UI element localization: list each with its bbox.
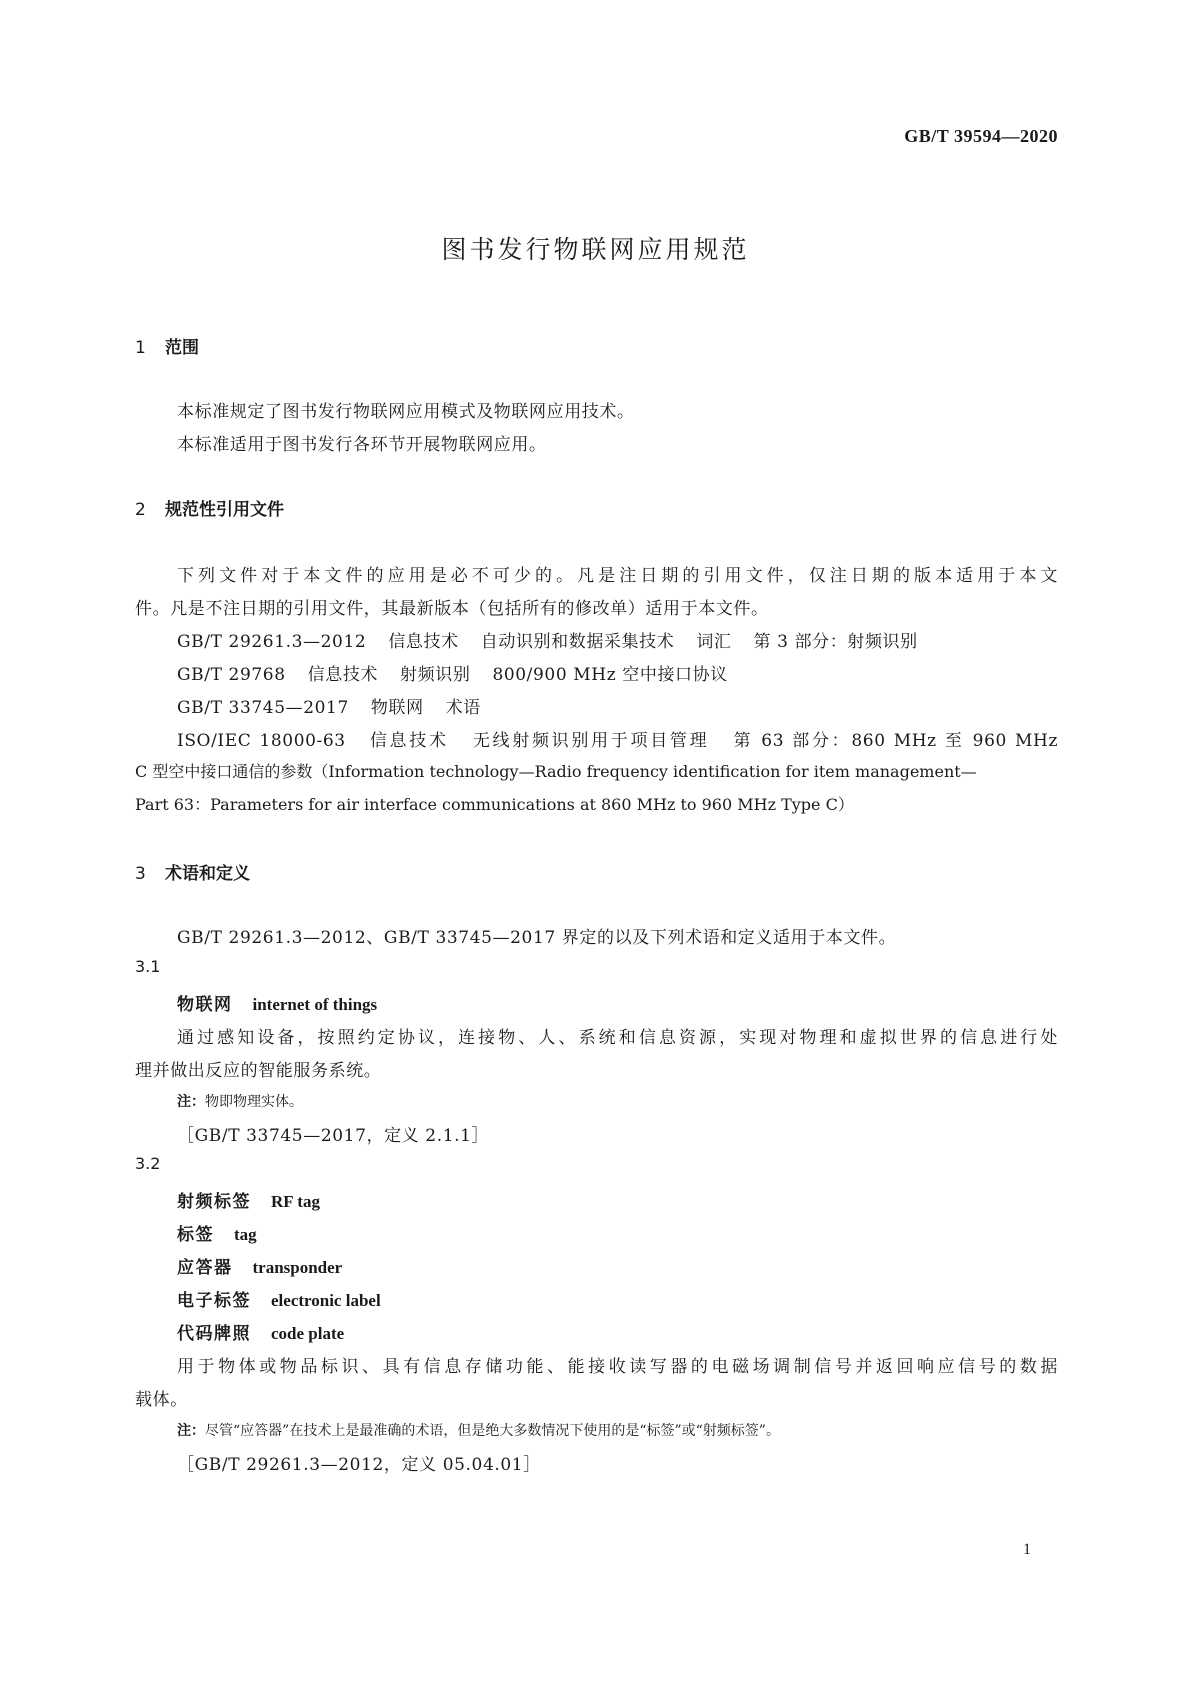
term-en: electronic label — [271, 1291, 381, 1310]
term-zh: 射频标签 — [177, 1192, 251, 1212]
reference-title-part: 物联网 — [370, 698, 424, 718]
section-number: 2 — [135, 500, 146, 520]
reference-title-part: 信息技术 — [307, 665, 379, 685]
note-text: 尽管“应答器”在技术上是最准确的术语，但是绝大多数情况下使用的是“标签”或“射频标签”。 — [205, 1423, 780, 1439]
term-definition-line-2: 理并做出反应的智能服务系统。 — [135, 1061, 382, 1081]
reference-item — [177, 693, 481, 718]
term-zh: 物联网 — [177, 995, 233, 1015]
reference-title-part: 第 63 部分：860 MHz 至 960 MHz — [731, 731, 1059, 751]
term-zh: 应答器 — [177, 1258, 233, 1278]
term-en: transponder — [252, 1258, 343, 1277]
term-entry — [177, 1253, 342, 1278]
document-title: 图书发行物联网应用规范 — [441, 235, 750, 264]
term-zh: 标签 — [177, 1225, 214, 1245]
term-definition-line-1: 通过感知设备，按照约定协议，连接物、人、系统和信息资源，实现对物理和虚拟世界的信息进行处 — [177, 1028, 1058, 1048]
reference-code: GB/T 29768 — [177, 665, 286, 685]
reference-title-part: 无线射频识别用于项目管理 — [470, 731, 710, 751]
term-note — [177, 1091, 303, 1111]
section-2-heading — [135, 495, 284, 520]
reference-title-part: 自动识别和数据采集技术 — [480, 632, 675, 652]
terms-intro: GB/T 29261.3—2012、GB/T 33745—2017 界定的以及下列术语和定义适用于本文件。 — [177, 928, 897, 948]
reference-item — [177, 726, 1058, 751]
term-en: tag — [234, 1225, 257, 1244]
term-zh: 代码牌照 — [177, 1324, 251, 1344]
term-source: ［GB/T 29261.3—2012，定义 05.04.01］ — [177, 1455, 541, 1475]
reference-title-part: 射频识别 — [400, 665, 471, 685]
term-definition-line-2: 载体。 — [135, 1390, 188, 1410]
term-source: ［GB/T 33745—2017，定义 2.1.1］ — [177, 1126, 490, 1146]
term-entry — [177, 1319, 344, 1344]
reference-item — [177, 660, 728, 685]
term-definition-line-1: 用于物体或物品标识、具有信息存储功能、能接收读写器的电磁场调制信号并返回响应信号的数据 — [177, 1357, 1058, 1377]
normative-intro-line-1: 下列文件对于本文件的应用是必不可少的。凡是注日期的引用文件，仅注日期的版本适用于本文 — [177, 566, 1058, 586]
term-note — [177, 1420, 780, 1440]
standard-code: GB/T 39594—2020 — [904, 126, 1058, 146]
term-entry — [177, 990, 377, 1015]
scope-paragraph-1: 本标准规定了图书发行物联网应用模式及物联网应用技术。 — [177, 402, 635, 422]
section-title: 规范性引用文件 — [165, 500, 284, 520]
note-label: 注： — [177, 1094, 205, 1110]
term-en: code plate — [271, 1324, 345, 1343]
page-number: 1 — [1023, 1541, 1031, 1558]
term-entry — [177, 1286, 381, 1311]
section-title: 范围 — [165, 338, 199, 358]
term-zh: 电子标签 — [177, 1291, 251, 1311]
reference-code: ISO/IEC 18000-63 — [177, 731, 346, 751]
term-entry — [177, 1220, 257, 1245]
reference-code: GB/T 29261.3—2012 — [177, 632, 367, 652]
normative-intro-line-2: 件。凡是不注日期的引用文件，其最新版本（包括所有的修改单）适用于本文件。 — [135, 599, 769, 619]
section-3-heading — [135, 859, 250, 884]
term-entry — [177, 1187, 320, 1212]
section-number: 1 — [135, 338, 146, 358]
reference-continuation: C 型空中接口通信的参数（Information technology—Radio frequency identification for item management— — [135, 762, 977, 781]
section-number: 3 — [135, 864, 146, 884]
reference-continuation: Part 63：Parameters for air interface communications at 860 MHz to 960 MHz Type C） — [135, 795, 854, 814]
term-en: internet of things — [252, 995, 378, 1014]
note-label: 注： — [177, 1423, 205, 1439]
scope-paragraph-2: 本标准适用于图书发行各环节开展物联网应用。 — [177, 435, 547, 455]
reference-item — [177, 627, 918, 652]
reference-title-part: 800/900 MHz 空中接口协议 — [492, 665, 728, 685]
reference-title-part: 第 3 部分：射频识别 — [753, 632, 918, 652]
reference-title-part: 词汇 — [696, 632, 732, 652]
section-1-heading — [135, 333, 199, 358]
reference-title-part: 术语 — [445, 698, 481, 718]
section-title: 术语和定义 — [165, 864, 250, 884]
note-text: 物即物理实体。 — [205, 1094, 303, 1110]
reference-title-part: 信息技术 — [388, 632, 459, 652]
term-en: RF tag — [271, 1192, 320, 1211]
reference-title-part: 信息技术 — [367, 731, 449, 751]
reference-code: GB/T 33745—2017 — [177, 698, 349, 718]
term-number: 3.2 — [135, 1154, 161, 1173]
term-number: 3.1 — [135, 957, 161, 976]
